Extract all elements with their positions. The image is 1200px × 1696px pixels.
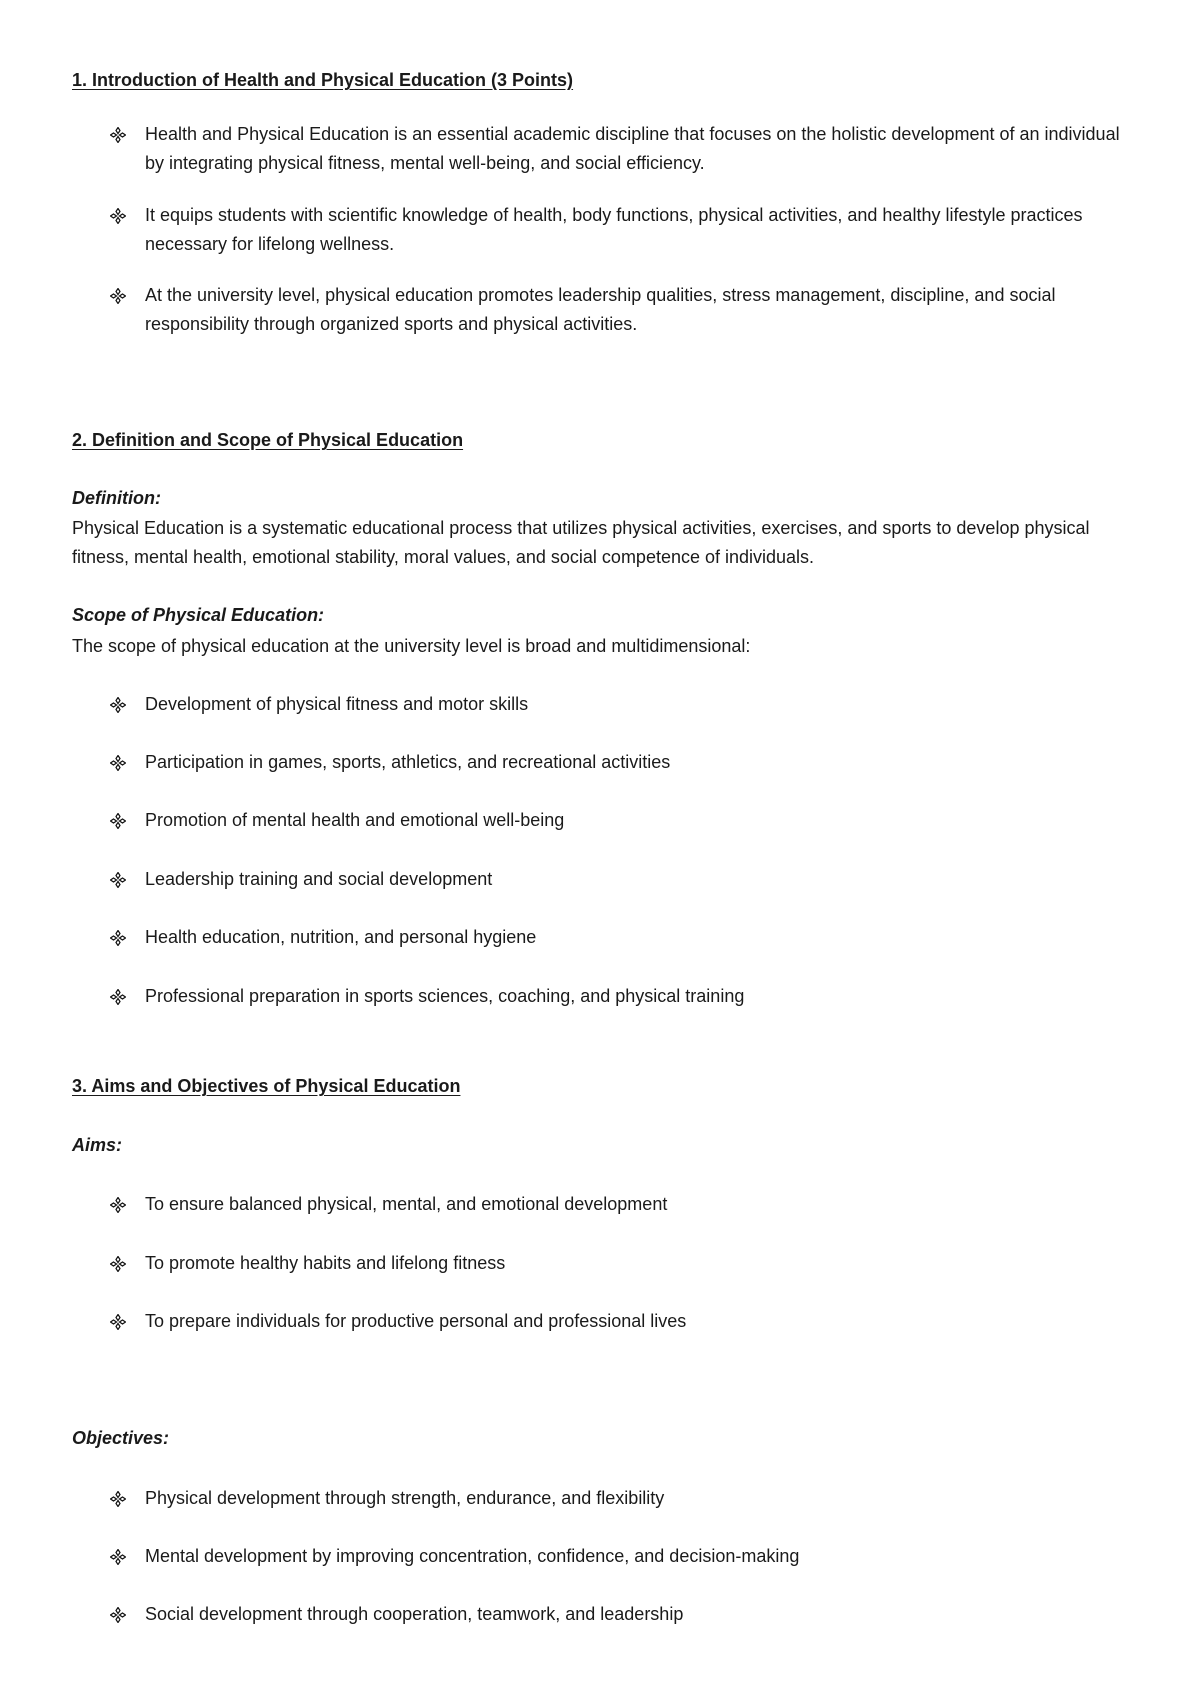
four-diamond-bullet-icon — [110, 755, 126, 771]
bullet-text: Professional preparation in sports sciences, coaching, and physical training — [145, 986, 745, 1006]
four-diamond-bullet-icon — [110, 1491, 126, 1507]
list-item — [110, 865, 1140, 894]
list-item — [110, 1484, 1140, 1513]
bullet-text: At the university level, physical education promotes leadership qualities, stress management, discipline, and social responsibility through organized sports and physical activities. — [145, 285, 1056, 334]
aims-label: Aims: — [72, 1135, 123, 1155]
section-heading-aims-objectives: 3. Aims and Objectives of Physical Education — [72, 1076, 461, 1096]
bullet-text: Social development through cooperation, teamwork, and leadership — [145, 1604, 684, 1624]
list-item — [110, 201, 1140, 259]
scope-intro-paragraph: The scope of physical education at the university level is broad and multidimensional: — [72, 636, 751, 656]
four-diamond-bullet-icon — [110, 1256, 126, 1272]
four-diamond-bullet-icon — [110, 813, 126, 829]
four-diamond-bullet-icon — [110, 127, 126, 143]
list-item — [110, 120, 1140, 178]
list-item — [110, 1190, 1140, 1219]
bullet-text: To ensure balanced physical, mental, and emotional development — [145, 1194, 668, 1214]
section-heading-introduction: 1. Introduction of Health and Physical Education (3 Points) — [72, 70, 574, 90]
four-diamond-bullet-icon — [110, 872, 126, 888]
bullet-text: To prepare individuals for productive personal and professional lives — [145, 1311, 687, 1331]
list-item — [110, 1307, 1140, 1336]
bullet-text: Physical development through strength, endurance, and flexibility — [145, 1488, 665, 1508]
objectives-label: Objectives: — [72, 1428, 170, 1448]
definition-label: Definition: — [72, 488, 161, 508]
four-diamond-bullet-icon — [110, 1607, 126, 1623]
four-diamond-bullet-icon — [110, 288, 126, 304]
list-item — [110, 690, 1140, 719]
list-item — [110, 1600, 1140, 1629]
bullet-text: Development of physical fitness and motor skills — [145, 694, 529, 714]
four-diamond-bullet-icon — [110, 1549, 126, 1565]
section-heading-definition-scope: 2. Definition and Scope of Physical Education — [72, 430, 464, 450]
bullet-text: Participation in games, sports, athletics, and recreational activities — [145, 752, 671, 772]
four-diamond-bullet-icon — [110, 1197, 126, 1213]
bullet-text: Health and Physical Education is an essential academic discipline that focuses on the holistic development of an individual by integrating physical fitness, mental well-being, and social efficiency. — [145, 124, 1120, 173]
list-item — [110, 748, 1140, 777]
bullet-text: Promotion of mental health and emotional well-being — [145, 810, 565, 830]
list-item — [110, 281, 1140, 339]
bullet-text: It equips students with scientific knowledge of health, body functions, physical activities, and healthy lifestyle practices necessary for lifelong wellness. — [145, 205, 1083, 254]
four-diamond-bullet-icon — [110, 989, 126, 1005]
list-item — [110, 923, 1140, 952]
four-diamond-bullet-icon — [110, 697, 126, 713]
list-item — [110, 982, 1140, 1011]
scope-label: Scope of Physical Education: — [72, 605, 325, 625]
bullet-text: Leadership training and social development — [145, 869, 493, 889]
definition-paragraph: Physical Education is a systematic educational process that utilizes physical activities, exercises, and sports to develop physical fitness, mental health, emotional stability, moral values, and social competence of individuals. — [72, 518, 1090, 567]
bullet-text: Health education, nutrition, and personal hygiene — [145, 927, 537, 947]
four-diamond-bullet-icon — [110, 1314, 126, 1330]
list-item — [110, 1542, 1140, 1571]
four-diamond-bullet-icon — [110, 930, 126, 946]
list-item — [110, 806, 1140, 835]
bullet-text: To promote healthy habits and lifelong fitness — [145, 1253, 506, 1273]
four-diamond-bullet-icon — [110, 208, 126, 224]
list-item — [110, 1249, 1140, 1278]
bullet-text: Mental development by improving concentration, confidence, and decision-making — [145, 1546, 800, 1566]
